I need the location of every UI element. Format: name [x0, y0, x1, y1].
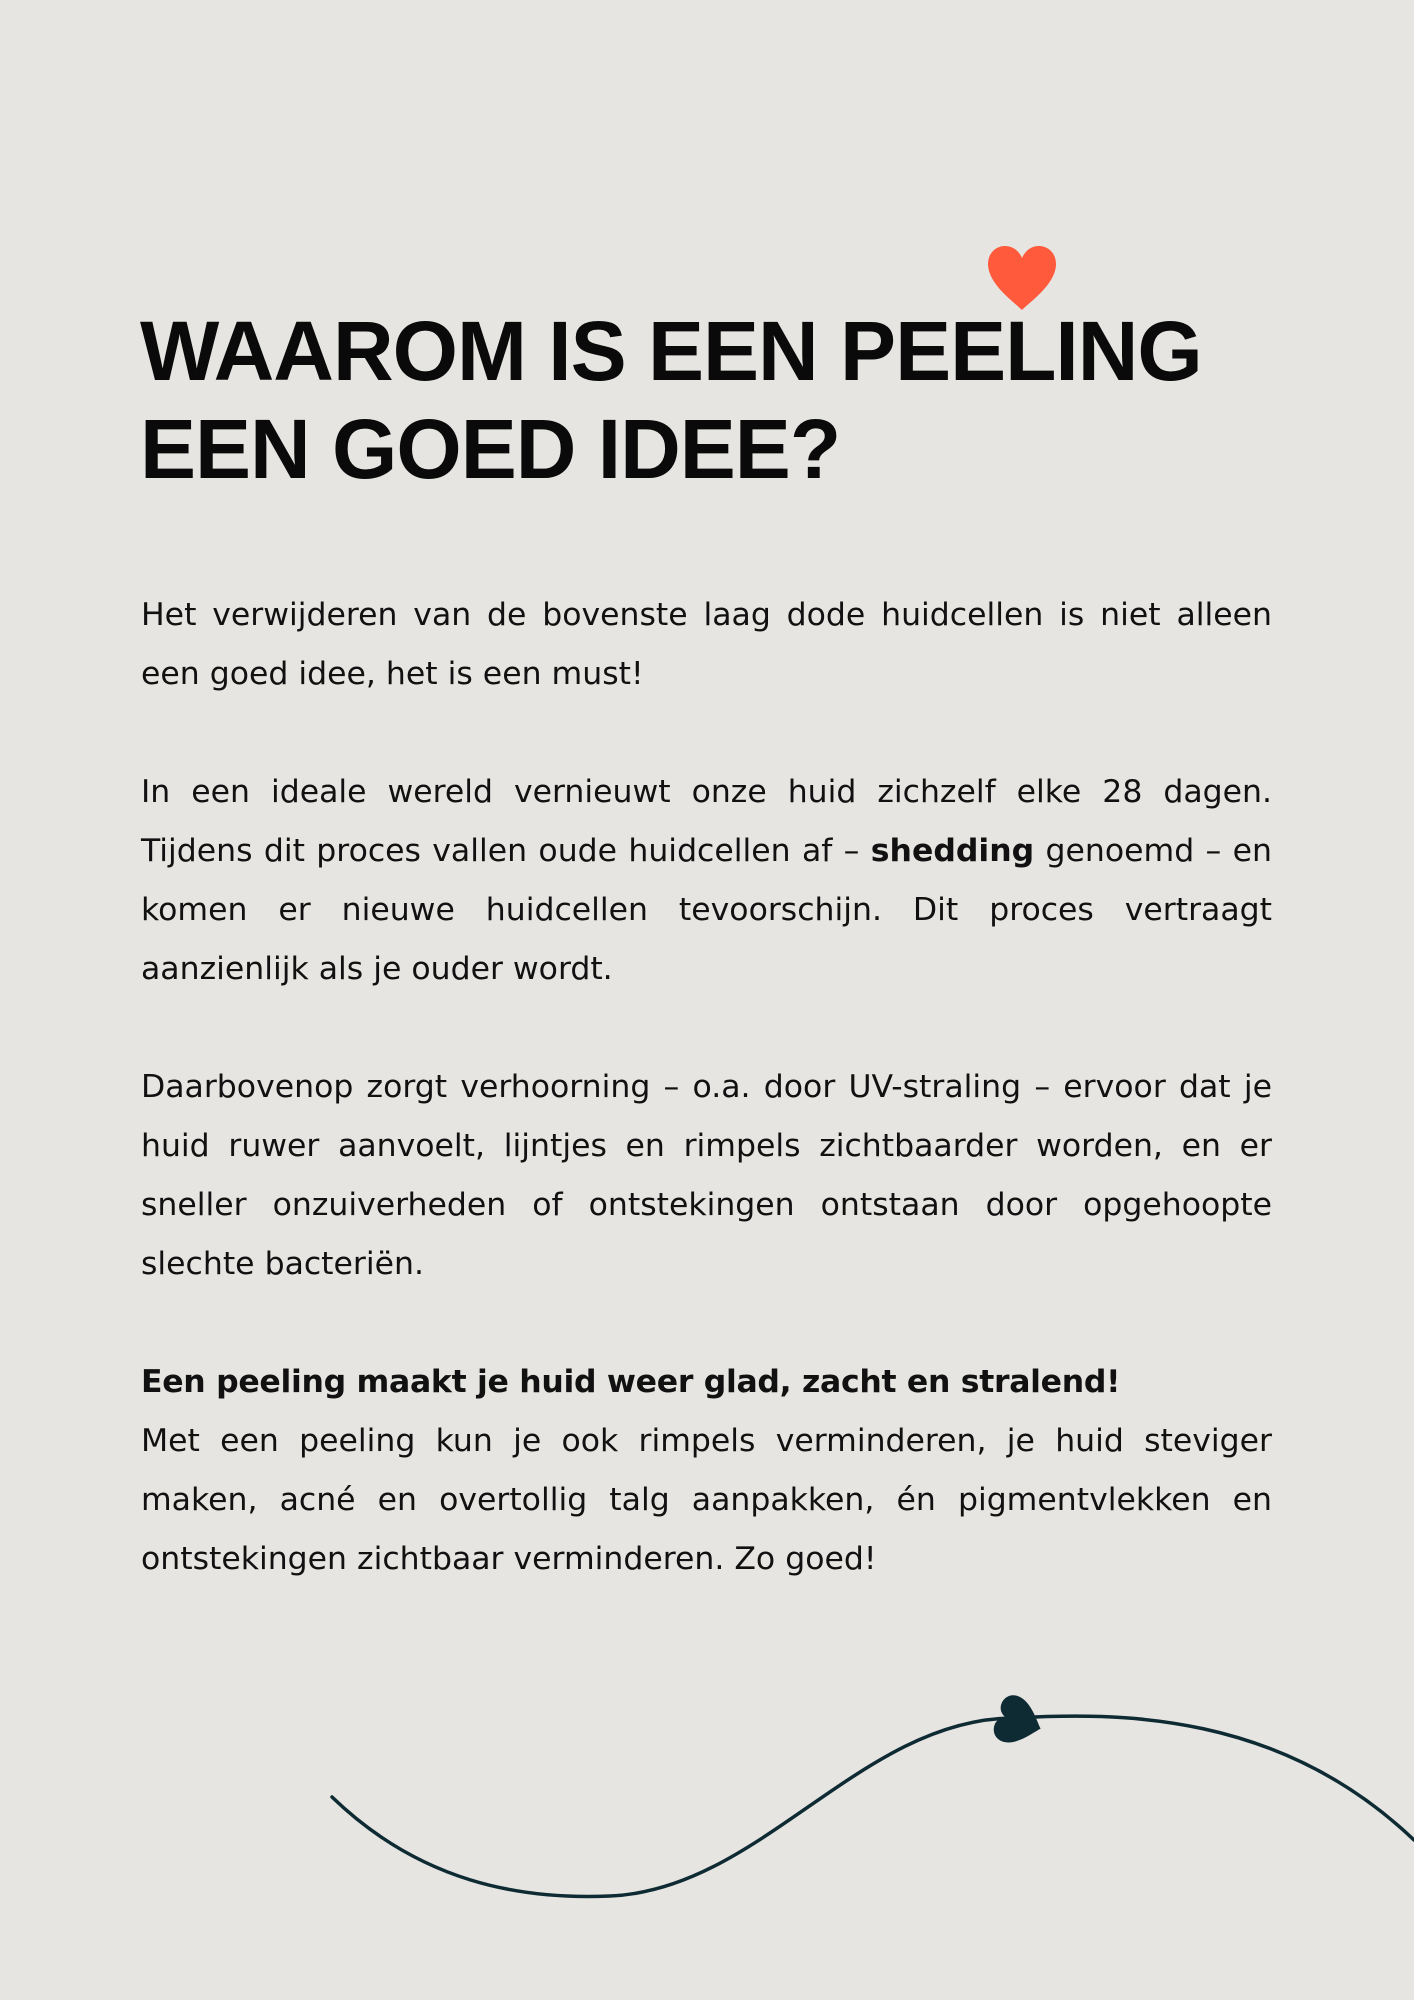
- body-text: [141, 586, 1272, 1648]
- title-line-1: WAAROM IS EEN PEELING: [140, 304, 1202, 398]
- heart-swirl-icon: [0, 1660, 1414, 1940]
- paragraph-renewal-text-1: In een ideale wereld vernieuwt onze huid zichzelf elke 28 dagen. Tijdens dit proces vallen oude huidcellen af –: [141, 774, 1272, 869]
- benefits-lead: Een peeling maakt je huid weer glad, zacht en stralend!: [141, 1364, 1121, 1400]
- paragraph-intro: [141, 586, 1272, 704]
- paragraph-renewal-text-2: genoemd – en komen er nieuwe huidcellen tevoorschijn. Dit proces vertraagt aanzienlijk als je ouder wordt.: [141, 833, 1272, 987]
- paragraph-benefits: [141, 1353, 1272, 1589]
- shedding-term: shedding: [870, 833, 1035, 869]
- paragraph-intro-text: Het verwijderen van de bovenste laag dode huidcellen is niet alleen een goed idee, het is een must!: [141, 597, 1272, 692]
- paragraph-keratinization-text: Daarbovenop zorgt verhoorning – o.a. door UV-straling – ervoor dat je huid ruwer aanvoelt, lijntjes en rimpels zichtbaarder worden, en er sneller onzuiverheden of ontstekingen ontstaan door opgehoopte slechte bacteriën.: [141, 1069, 1272, 1282]
- page-title: [140, 302, 1260, 498]
- paragraph-renewal: [141, 763, 1272, 999]
- paragraph-benefits-text: Met een peeling kun je ook rimpels verminderen, je huid steviger maken, acné en overtollig talg aanpakken, én pigmentvlekken en ontstekingen zichtbaar verminderen. Zo goed!: [141, 1423, 1272, 1577]
- title-line-2: EEN GOED IDEE?: [140, 402, 841, 496]
- paragraph-keratinization: [141, 1058, 1272, 1294]
